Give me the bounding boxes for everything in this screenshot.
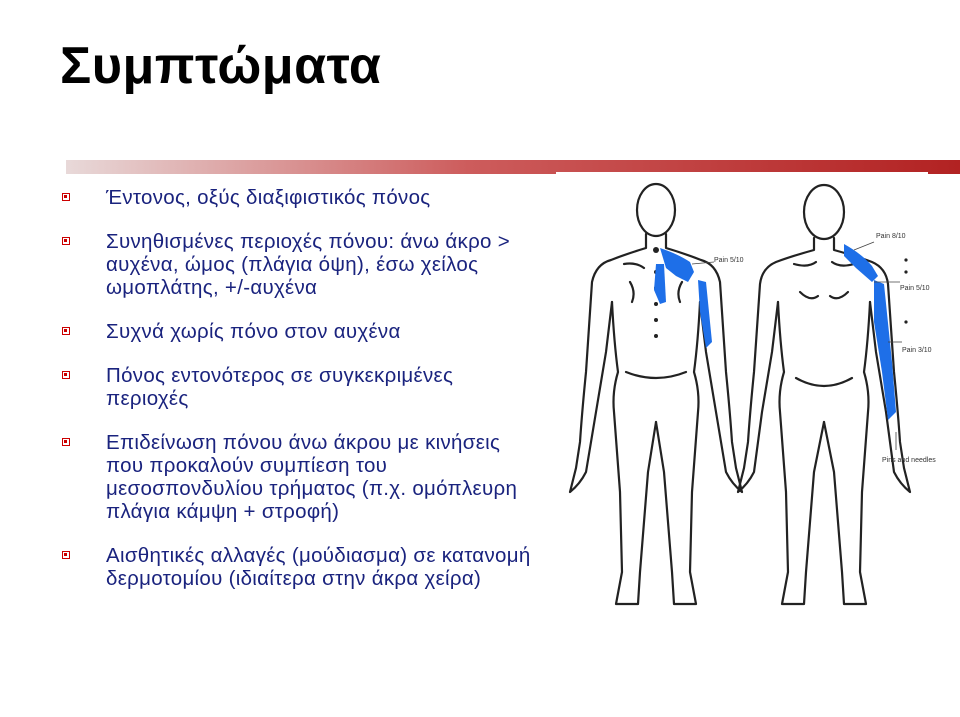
square-bullet-icon	[62, 237, 70, 245]
list-item-text: Συνηθισμένες περιοχές πόνου: άνω άκρο > αυχένα, ώμος (πλάγια όψη), έσω χείλος ωμοπλάτης, +/-αυχένα	[106, 230, 511, 299]
body-pain-diagram	[556, 172, 936, 612]
list-item-text: Επιδείνωση πόνου άνω άκρου με κινήσεις που προκαλούν συμπίεση του μεσοσπονδυλίου τρήματος (π.χ. ομόπλευρη πλάγια κάμψη + στροφή)	[106, 431, 518, 523]
list-item	[62, 364, 532, 410]
list-item-text: Αισθητικές αλλαγές (μούδιασμα) σε κατανομή δερμοτομίου (ιδιαίτερα στην άκρα χείρα)	[106, 544, 531, 590]
body-chart-svg	[556, 172, 936, 612]
list-item	[62, 320, 532, 343]
square-bullet-icon	[62, 193, 70, 201]
front-view-figure	[738, 185, 910, 604]
pins-needles-label: Pins and needles	[882, 457, 936, 464]
front-pain-label-1: Pain 8/10	[876, 233, 906, 240]
list-item	[62, 431, 532, 523]
symptom-list	[62, 186, 532, 611]
square-bullet-icon	[62, 371, 70, 379]
list-item-text: Πόνος εντονότερος σε συγκεκριμένες περιοχές	[106, 364, 454, 410]
list-item	[62, 230, 532, 299]
page-title: Συμπτώματα	[60, 37, 382, 95]
list-item-text: Έντονος, οξύς διαξιφιστικός πόνος	[106, 186, 431, 209]
list-item-text: Συχνά χωρίς πόνο στον αυχένα	[106, 320, 401, 343]
back-neck-pain-region	[660, 248, 694, 282]
list-item	[62, 544, 532, 590]
front-pain-label-3: Pain 3/10	[902, 347, 932, 354]
back-pain-label: Pain 5/10	[714, 257, 744, 264]
list-item	[62, 186, 532, 209]
front-pain-label-2: Pain 5/10	[900, 285, 930, 292]
square-bullet-icon	[62, 438, 70, 446]
back-scapula-pain-region	[654, 264, 666, 304]
square-bullet-icon	[62, 551, 70, 559]
square-bullet-icon	[62, 327, 70, 335]
